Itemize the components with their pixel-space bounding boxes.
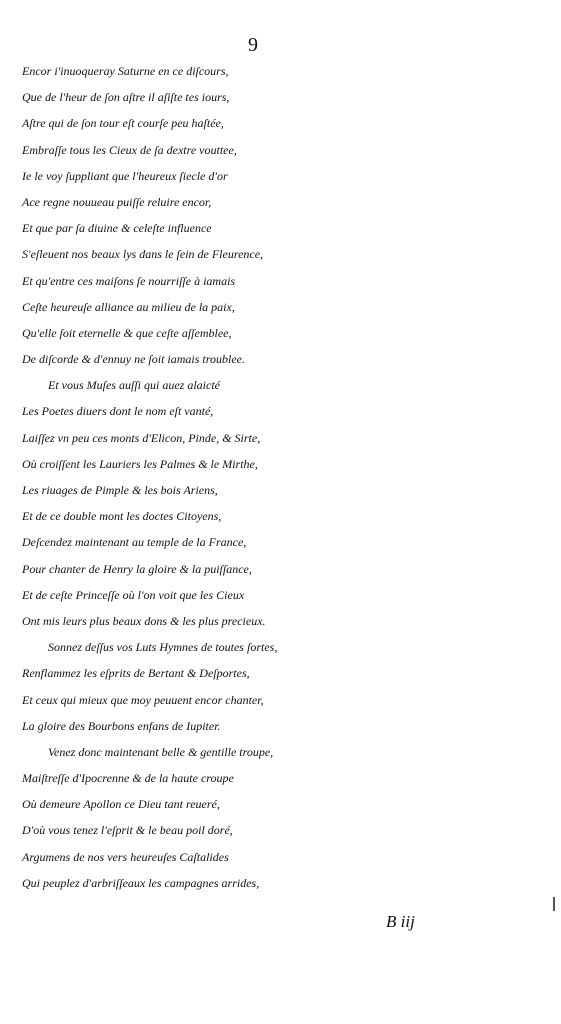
verse-line: Ceſte heureuſe alliance au milieu de la paix, <box>22 299 235 314</box>
verse-line: Et que par ſa diuine & celeſte influence <box>22 221 212 236</box>
verse-line: Laiſſez vn peu ces monts d'Elicon, Pinde, & Sirte, <box>22 430 261 445</box>
verse-line: Embraſſe tous les Cieux de ſa dextre vouttee, <box>22 142 237 157</box>
verse-line: Encor i'inuoqueray Saturne en ce diſcours, <box>22 64 229 78</box>
verse-line: Et ceux qui mieux que moy peuuent encor chanter, <box>22 692 264 707</box>
verse-line: Qu'elle ſoit eternelle & que ceſte aſſemblee, <box>22 325 232 340</box>
verse-line: Sonnez deſſus vos Luts Hymnes de toutes ſortes, <box>48 640 278 655</box>
verse-line: D'où vous tenez l'eſprit & le beau poil doré, <box>22 823 233 838</box>
verse-line: Les Poetes diuers dont le nom eſt vanté, <box>22 404 214 419</box>
verse-line: Pour chanter de Henry la gloire & la puiſſance, <box>22 561 252 576</box>
verse-line: Argumens de nos vers heureuſes Caſtalides <box>22 849 229 864</box>
verse-line: Et de ceſte Princeſſe où l'on voit que les Cieux <box>22 587 245 602</box>
verse-line: De diſcorde & d'ennuy ne ſoit iamais troublee. <box>22 352 245 367</box>
verse-block <box>0 58 561 896</box>
verse-line: Aſtre qui de ſon tour eſt courſe peu haſtée, <box>22 116 224 131</box>
verse-line: Que de l'heur de ſon aſtre il aſiſte tes iours, <box>22 90 230 105</box>
verse-line: Et vous Muſes auſſi qui auez alaicté <box>48 378 220 393</box>
verse-line: Où demeure Apollon ce Dieu tant reueré, <box>22 797 220 812</box>
verse-line: Renflammez les eſprits de Bertant & Deſportes, <box>22 666 250 681</box>
verse-line: Ace regne nouueau puiſſe reluire encor, <box>22 194 212 209</box>
verse-line: Maiſtreſſe d'Ipocrenne & de la haute croupe <box>22 771 234 786</box>
signature-mark: B iij <box>386 912 415 931</box>
verse-line: Ont mis leurs plus beaux dons & les plus precieux. <box>22 613 266 628</box>
verse-line: Qui peuplez d'arbriſſeaux les campagnes arrides, <box>22 875 260 890</box>
verse-line: Venez donc maintenant belle & gentille troupe, <box>48 744 274 759</box>
verse-line: Ie le voy ſuppliant que l'heureux ſiecle d'or <box>22 168 228 183</box>
verse-line: La gloire des Bourbons enfans de Iupiter. <box>22 718 221 733</box>
verse-line: S'eſleuent nos beaux lys dans le ſein de Fleurence, <box>22 247 264 262</box>
verse-line: Les riuages de Pimple & les bois Ariens, <box>22 483 218 497</box>
margin-mark <box>553 897 555 911</box>
verse-line: Et qu'entre ces maiſons ſe nourriſſe à iamais <box>22 273 236 288</box>
verse-line: Et de ce double mont les doctes Citoyens, <box>22 509 222 524</box>
verse-line: Où croiſſent les Lauriers les Palmes & le Mirthe, <box>22 456 258 471</box>
verse-line: Deſcendez maintenant au temple de la France, <box>22 535 247 550</box>
page-number: 9 <box>248 34 259 56</box>
